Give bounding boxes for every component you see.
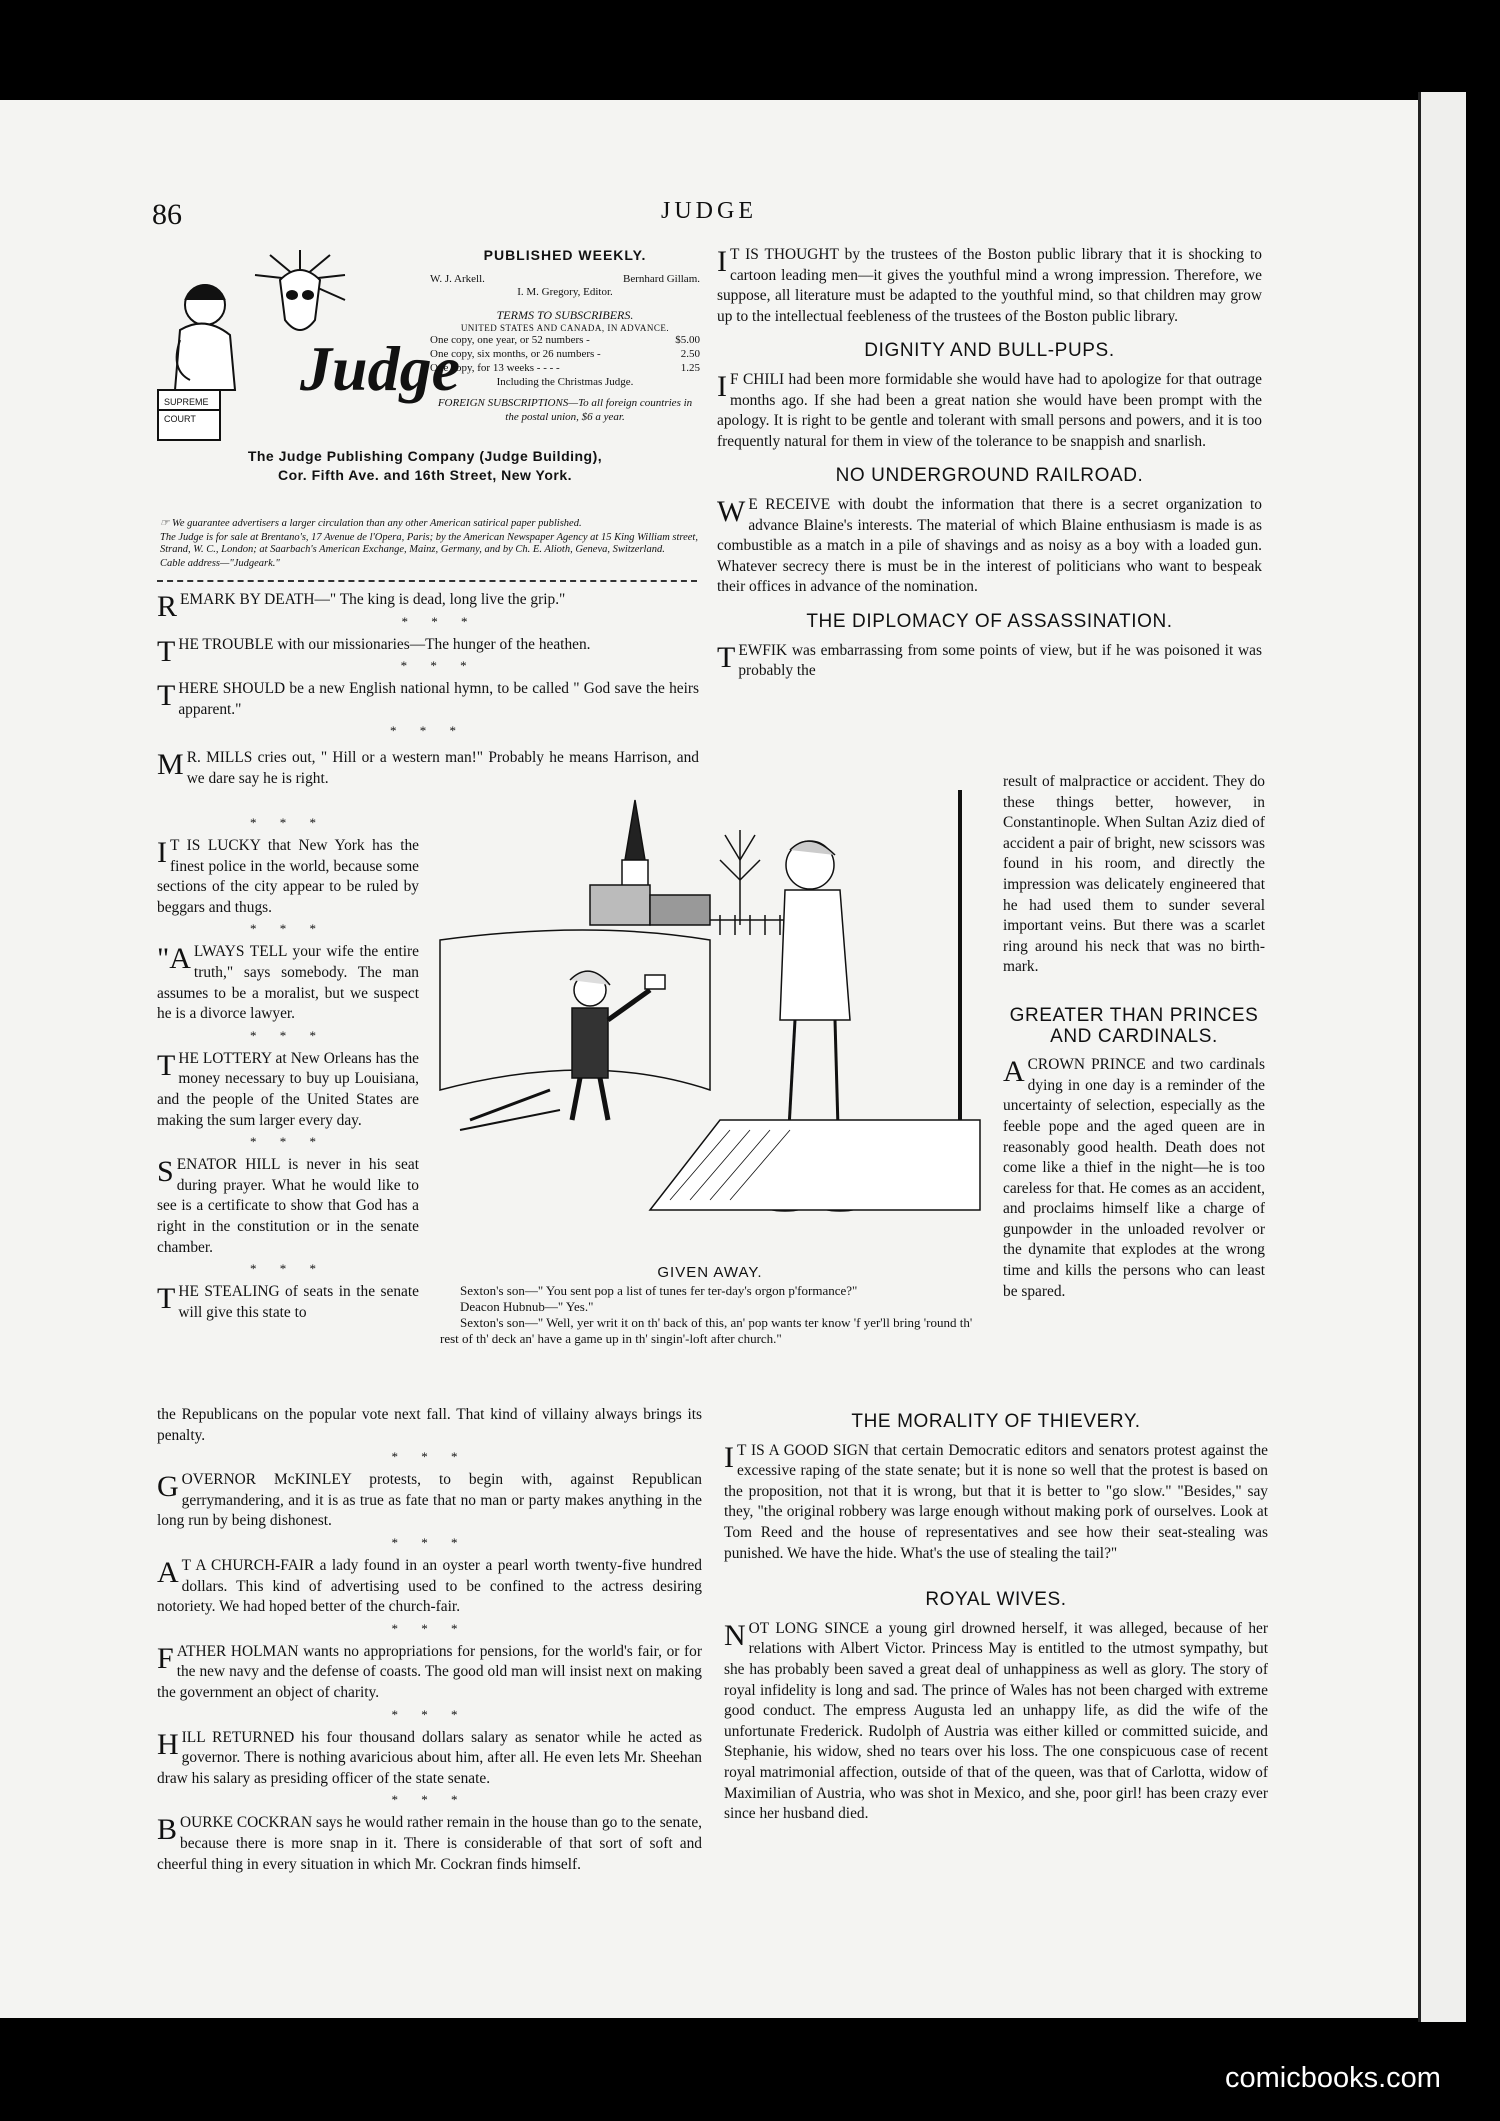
separator-stars: * * * — [250, 1261, 326, 1277]
editor-gregory: I. M. Gregory, Editor. — [517, 286, 613, 299]
left-column-bottom — [157, 1405, 702, 1875]
paragraph: TEWFIK was embarrassing from some points of view, but if he was poisoned it was probably the — [717, 640, 1262, 680]
terms-title: TERMS TO SUBSCRIBERS. — [496, 308, 634, 322]
published-weekly: PUBLISHED WEEKLY. — [483, 247, 647, 263]
paragraph: W E RECEIVE with doubt the information that there is a secret organization to advance Blaine's interests. The material of which Blaine enthusiasm is made is as combustible as a match in a pile of shavings and as noisy as a boy with a loaded gun. Whatever secrecy there is must be in the interest of politicians who want to bespeak their offices in advance of the nomination. — [717, 494, 1262, 596]
editor-gillam: Bernhard Gillam. — [623, 272, 700, 285]
separator-stars: * * * — [400, 658, 477, 674]
terms-note: Including the Christmas Judge. — [496, 375, 634, 388]
bare-tree-icon — [720, 830, 760, 925]
article-heading: THE MORALITY OF THIEVERY. — [851, 1411, 1141, 1432]
caption-line: Sexton's son—" Well, yer writ it on th' back of this, an' pop wants ter know 'f yer'll bring 'round th' rest of th' deck an' have a game up in th' singin'-loft after church." — [440, 1315, 973, 1346]
separator-stars: * * * — [391, 1620, 468, 1636]
paragraph: NOT LONG SINCE a young girl drowned herself, it was alleged, because of her relations with Albert Victor. Princess May is entitled to the utmost sympathy, but she has probably been saved a great deal of unhappiness as well as glory. The story of royal infidelity is long and sad. The prince of Wales has not been charged with extreme good conduct. The empress Augusta led an unhappy life, as did the wife of the unfortunate Frederick. Rudolph of Austria was either killed or committed suicide, and Stephanie, his widow, shed no tears over his loss. The one conspicuous case of recent royal matrimonial affection, outside of that of the queen, was that of Carlotta, widow of Maximilian of Austria, who was shot in Mexico, and she, poor girl! has been crazy ever since her husband died. — [724, 1618, 1268, 1823]
separator-stars: * * * — [391, 1534, 468, 1550]
facing-page-edge — [1418, 92, 1469, 2022]
paragraph: the Republicans on the popular vote next fall. That kind of villainy always brings its penalty. — [157, 1406, 702, 1444]
paragraph: BOURKE COCKRAN says he would rather remain in the house than go to the senate, because there is more snap in it. There is considerable of that sort of soft and cheerful thing in every situation in which Mr. Cockran finds himself. — [157, 1813, 702, 1873]
publisher-address: The Judge Publishing Company (Judge Building), Cor. Fifth Ave. and 16th Street, New York. — [247, 448, 603, 483]
paragraph: SENATOR HILL is never in his seat during prayer. What he would like to see is a certificate to show that God has a right in the constitution or in the senate chamber. — [157, 1155, 419, 1256]
article-heading: NO UNDERGROUND RAILROAD. — [835, 465, 1144, 487]
divider-rule — [157, 580, 697, 582]
term-row: One copy, one year, or 52 numbers - $5.00 — [430, 334, 700, 347]
foreign-subscriptions: FOREIGN SUBSCRIPTIONS—To all foreign countries in the postal union, $6 a year. — [437, 397, 693, 423]
paragraph: I F CHILI had been more formidable she would have had to apologize for that outrage months ago. If she had been a great nation she would have been prompt with the apology. It is right to be gentle and tolerant with small persons and powers, and it is too frequently natural for them in view of the tolerance to be snappish and snarlish. — [717, 369, 1262, 450]
paragraph: A T A CHURCH-FAIR a lady found in an oyster a pearl worth twenty-five hundred dollars. This kind of advertising used to be confined to the actress desiring notoriety. We had hoped better of the church-fair. — [157, 1555, 702, 1616]
separator-stars: * * * — [250, 1134, 326, 1150]
scan-border — [1466, 92, 1500, 2022]
publisher-notices — [160, 518, 700, 572]
caption-line: Sexton's son—" You sent pop a list of tunes fer ter-day's orgon p'formance?" — [460, 1283, 858, 1298]
paragraph: I T IS THOUGHT by the trustees of the Boston public library that it is shocking to cartoon leading men—it gives the youthful mind a wrong impression. Therefore, we suppose, all literature must be adapted to the youthful mind, so that children may grow up to the intellectual feebleness of the trustees of the Boston public library. — [717, 245, 1262, 325]
article-heading: DIGNITY AND BULL-PUPS. — [864, 340, 1115, 362]
paragraph: GOVERNOR McKINLEY protests, to begin with, against Republican gerrymandering, and it is as true as fate that no man or party makes anything in the long run by being dishonest. — [157, 1470, 702, 1530]
paragraph: REMARK BY DEATH—" The king is dead, long live the grip." — [157, 590, 566, 623]
circulation-notice: ☞ We guarantee advertisers a larger circulation than any other American satirical paper published. — [160, 518, 582, 529]
paragraph: I T IS LUCKY that New York has the finest police in the world, because some sections of the city appear to be ruled by beggars and thugs. — [157, 836, 419, 916]
right-column-top — [717, 245, 1262, 682]
editor-arkell: W. J. Arkell. — [430, 272, 485, 285]
cable-address: Cable address—"Judgeark." — [160, 558, 280, 570]
right-column-bottom — [724, 1398, 1268, 1825]
paragraph: FATHER HOLMAN wants no appropriations for pensions, for the world's fair, or for the new navy and the defense of coasts. The good old man will insist next on making the government an object of charity. — [157, 1641, 702, 1701]
cartoon-caption — [440, 1265, 980, 1347]
separator-stars: * * * — [391, 1449, 468, 1465]
editors-line — [430, 273, 700, 287]
separator-stars: * * * — [390, 723, 466, 739]
caption-line: Deacon Hubnub—" Yes." — [460, 1299, 594, 1314]
paragraph: I T IS A GOOD SIGN that certain Democratic editors and senators protest against the excessive raping of the state senate; but it is none so well that the protest is based on the proposition, not that it is wrong, but that it is better to "go slow." "Besides," say they, "the original robbery was large enough without making pork of ourselves. Look at Tom Reed and the house of representatives and see how their seat-stealing was punished. We have the hide. What's the use of stealing the tail?" — [724, 1440, 1268, 1562]
paragraph: result of malpractice or accident. They do these things better, however, in Constantinople. When Sultan Aziz died of accident a pair of bright, new scissors was found in his room, and directly the impression was delicately engineered that he had used them to sunder several important veins. But there was a scarlet ring around his neck that was no birth-mark. — [1003, 773, 1265, 976]
term-row: One copy, six months, or 26 numbers - 2.50 — [430, 348, 700, 360]
page-number: 86 — [152, 198, 182, 231]
separator-stars: * * * — [250, 1027, 326, 1043]
paragraph: HILL RETURNED his four thousand dollars salary as senator while he acted as governor. There is nothing avaricious about him, after all. He even lets Mr. Sheehan draw his salary as presiding officer of the state senate. — [157, 1727, 702, 1787]
paragraph: M R. MILLS cries out, " Hill or a western man!" Probably he means Harrison, and we dare say he is right. — [157, 748, 699, 787]
left-column-top — [157, 590, 699, 744]
separator-stars: * * * — [391, 1792, 468, 1808]
site-watermark: comicbooks.com — [1225, 2062, 1441, 2094]
article-heading: ROYAL WIVES. — [925, 1589, 1067, 1611]
paragraph: THE LOTTERY at New Orleans has the money necessary to buy up Louisiana, and the people of the United States are making the sum larger every day. — [157, 1048, 419, 1129]
logo-wordmark: Judge — [300, 333, 460, 404]
separator-stars: * * * — [401, 613, 478, 629]
article-heading: GREATER THAN PRINCES AND CARDINALS. — [1009, 1004, 1259, 1047]
sale-notice: The Judge is for sale at Brentano's, 17 Avenue de l'Opera, Paris; by the American Newspaper Agency at 15 King William street, Strand, W. C., London; at Saarbach's American Exchange, Mainz, Germany, and by Ch. E. Alioth, Geneva, Switzerland. — [160, 532, 698, 556]
article-heading: THE DIPLOMACY OF ASSASSINATION. — [806, 610, 1173, 632]
paragraph: THE STEALING of seats in the senate will give this state to — [157, 1282, 419, 1321]
separator-stars: * * * — [250, 815, 326, 830]
paragraph: "ALWAYS TELL your wife the entire truth," says somebody. The man assumes to be a moralist, but we suspect he is a divorce lawyer. — [157, 942, 419, 1023]
paragraph: ACROWN PRINCE and two cardinals dying in one day is a reminder of the uncertainty of selection, especially as the feeble pope and the aged queen are in reasonably good health. Death does not come like a thief in the night—he is too careless for that. He comes as an accident, and proclaims himself like a charge of gunpowder in the unloaded revolver or the dynamite that explodes at the wrong time and kills the persons who can least be spared. — [1003, 1055, 1265, 1300]
paragraph: THE TROUBLE with our missionaries—The hunger of the heathen. — [157, 634, 591, 668]
publication-info — [430, 247, 700, 425]
svg-text:COURT: COURT — [164, 414, 196, 424]
cartoon-illustration — [440, 790, 980, 1260]
paragraph: THERE SHOULD be a new English national hymn, to be called " God save the heirs apparent." — [157, 679, 699, 718]
separator-stars: * * * — [250, 921, 326, 937]
running-head: JUDGE — [661, 198, 757, 224]
separator-stars: * * * — [391, 1706, 468, 1722]
cartoon-title: GIVEN AWAY. — [657, 1264, 763, 1281]
left-column-narrow — [157, 812, 419, 1323]
term-row: One copy, for 13 weeks - - - - 1.25 — [430, 361, 700, 374]
right-column-narrow — [1003, 772, 1265, 1302]
svg-text:SUPREME: SUPREME — [164, 397, 209, 407]
left-column-mills — [157, 748, 699, 789]
terms-scope: UNITED STATES AND CANADA, IN ADVANCE. — [460, 323, 670, 333]
